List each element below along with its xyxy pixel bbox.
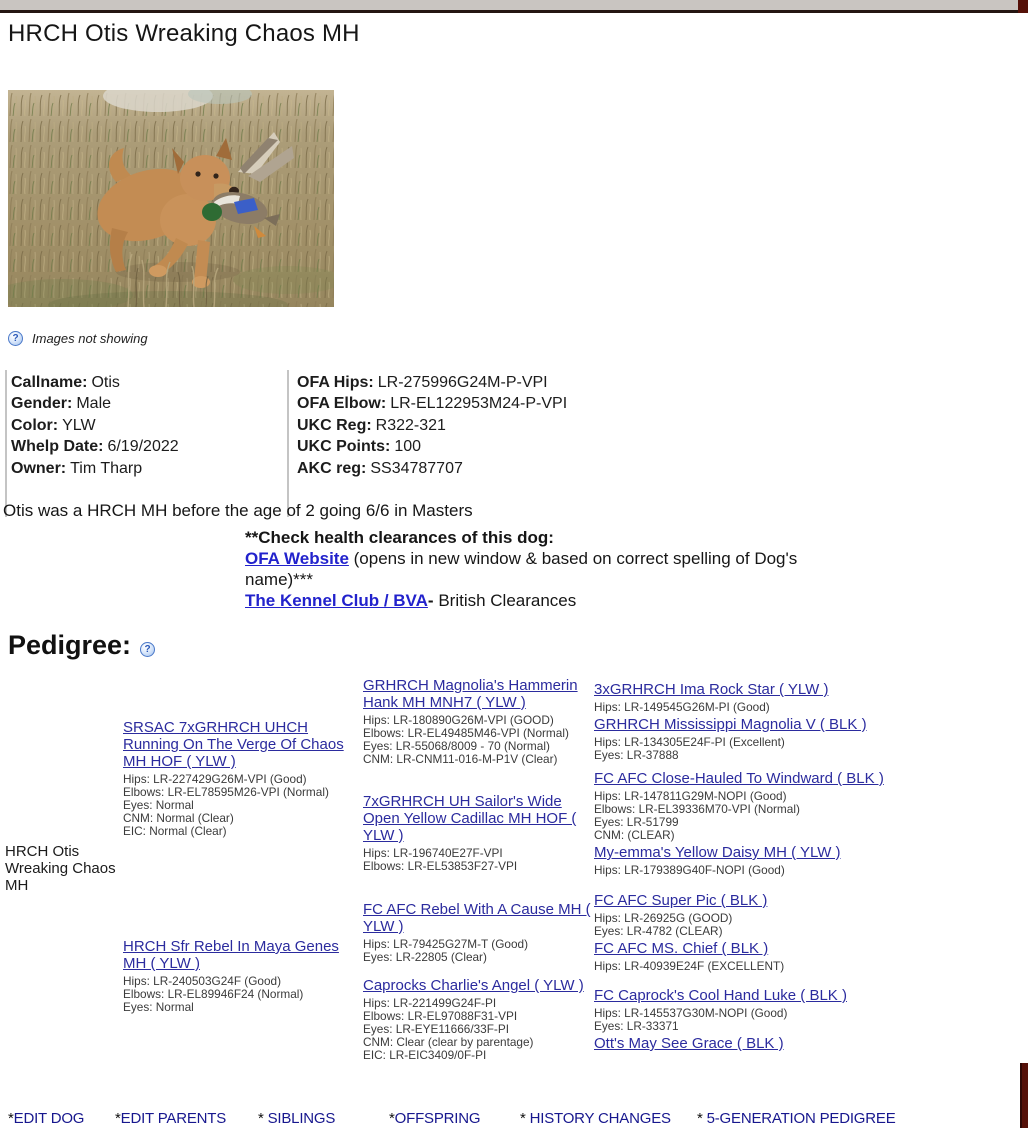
pedigree-dog-link[interactable]: 7xGRHRCH UH Sailor's Wide Open Yellow Cadillac MH HOF ( YLW )	[363, 793, 577, 844]
footer-item	[389, 1110, 480, 1127]
pedigree-health-detail: Eyes: LR-4782 (CLEAR)	[594, 924, 723, 938]
pedigree-entry	[363, 793, 591, 873]
pedigree-dog-link[interactable]: 3xGRHRCH Ima Rock Star ( YLW )	[594, 681, 829, 698]
window-top-border	[0, 0, 1028, 13]
dog-info-table	[5, 370, 727, 517]
pedigree-dog-link[interactable]: FC AFC Rebel With A Cause MH ( YLW )	[363, 901, 591, 935]
pedigree-health-detail: Elbows: LR-EL97088F31-VPI	[363, 1009, 518, 1023]
pedigree-entry	[123, 938, 366, 1014]
footer-item	[520, 1110, 671, 1127]
info-value: 100	[394, 438, 422, 456]
pedigree-health-detail: Elbows: LR-EL89946F24 (Normal)	[123, 987, 304, 1001]
pedigree-entry	[594, 770, 939, 842]
footer-item	[258, 1110, 335, 1127]
pedigree-entry	[594, 1035, 939, 1052]
pedigree-entry	[5, 843, 117, 894]
pedigree-subject-name: HRCH Otis Wreaking Chaos MH	[5, 843, 116, 894]
info-value: Otis	[91, 374, 120, 391]
dog-photo-illustration	[8, 90, 334, 307]
pedigree-health-detail: Eyes: LR-51799	[594, 815, 679, 829]
pedigree-health-detail: Hips: LR-147811G29M-NOPI (Good)	[594, 789, 787, 803]
info-value: YLW	[62, 416, 96, 434]
kennel-club-bva-link[interactable]: The Kennel Club / BVA	[245, 591, 428, 610]
pedigree-health-detail: Elbows: LR-EL78595M26-VPI (Normal)	[123, 785, 329, 799]
pedigree-entry	[363, 901, 591, 964]
footer-item	[8, 1110, 84, 1127]
info-row	[11, 372, 287, 393]
pedigree-health-detail: Eyes: Normal	[123, 798, 194, 812]
info-column-right	[287, 370, 727, 517]
info-value: 6/19/2022	[107, 438, 179, 456]
info-row	[11, 436, 287, 457]
info-value: R322-321	[375, 416, 446, 434]
info-label: OFA Elbow:	[297, 395, 387, 413]
info-row	[297, 415, 727, 436]
pedigree-entry	[594, 681, 939, 714]
pedigree-entry	[594, 892, 939, 938]
footer-asterisk: *	[258, 1110, 268, 1127]
pedigree-health-detail: Hips: LR-145537G30M-NOPI (Good)	[594, 1006, 788, 1020]
pedigree-dog-link[interactable]: FC Caprock's Cool Hand Luke ( BLK )	[594, 987, 847, 1004]
pedigree-health-detail: Hips: LR-26925G (GOOD)	[594, 911, 733, 925]
footer-item	[115, 1110, 226, 1127]
kennel-club-line	[245, 590, 829, 611]
pedigree-help-icon[interactable]: ?	[140, 642, 155, 657]
info-row	[297, 436, 727, 457]
pedigree-entry	[594, 940, 939, 973]
info-value: LR-275996G24M-P-VPI	[377, 374, 548, 391]
health-clearances-block	[245, 527, 829, 611]
info-row	[297, 458, 727, 479]
pedigree-health-detail: Eyes: Normal	[123, 1000, 194, 1014]
ofa-website-link[interactable]: OFA Website	[245, 549, 349, 568]
footer-asterisk: *	[8, 1110, 14, 1127]
pedigree-heading: Pedigree:	[8, 630, 132, 660]
pedigree-health-detail: Hips: LR-196740E27F-VPI	[363, 846, 503, 860]
footer-link-edit-parents[interactable]: EDIT PARENTS	[120, 1110, 227, 1127]
pedigree-entry	[594, 987, 939, 1033]
dog-summary: Otis was a HRCH MH before the age of 2 going 6/6 in Masters	[3, 501, 473, 520]
pedigree-health-detail: Eyes: LR-33371	[594, 1019, 679, 1033]
pedigree-entry	[123, 719, 366, 838]
pedigree-health-detail: Eyes: LR-22805 (Clear)	[363, 950, 487, 964]
pedigree-health-detail: CNM: Clear (clear by parentage)	[363, 1035, 534, 1049]
pedigree-health-detail: Hips: LR-134305E24F-PI (Excellent)	[594, 735, 785, 749]
pedigree-entry	[363, 977, 603, 1062]
info-label: Color:	[11, 416, 59, 434]
dog-photo	[8, 90, 334, 307]
pedigree-dog-link[interactable]: FC AFC Super Pic ( BLK )	[594, 892, 768, 909]
footer-link-siblings[interactable]: SIBLINGS	[267, 1110, 336, 1127]
ofa-link-note: (opens in new window & based on correct spelling of Dog's name)***	[245, 549, 798, 589]
pedigree-health-detail: Hips: LR-149545G26M-PI (Good)	[594, 700, 770, 714]
pedigree-health-detail: Hips: LR-227429G26M-VPI (Good)	[123, 772, 307, 786]
help-icon[interactable]: ?	[8, 331, 23, 346]
pedigree-health-detail: Hips: LR-179389G40F-NOPI (Good)	[594, 863, 785, 877]
pedigree-dog-link[interactable]: GRHRCH Magnolia's Hammerin Hank MH MNH7 ( YLW )	[363, 677, 578, 711]
pedigree-health-detail: EIC: LR-EIC3409/0F-PI	[363, 1048, 487, 1062]
ofa-line	[245, 548, 829, 590]
info-label: Whelp Date:	[11, 438, 104, 456]
pedigree-entry	[594, 844, 939, 877]
footer-link-offspring[interactable]: OFFSPRING	[394, 1110, 481, 1127]
pedigree-health-detail: Eyes: LR-EYE11666/33F-PI	[363, 1022, 510, 1036]
health-heading: **Check health clearances of this dog:	[245, 528, 554, 547]
pedigree-dog-link[interactable]: FC AFC MS. Chief ( BLK )	[594, 940, 769, 957]
info-column-left	[7, 370, 287, 517]
info-label: Callname:	[11, 374, 88, 391]
footer-asterisk: *	[389, 1110, 395, 1127]
pedigree-health-detail: Hips: LR-180890G26M-VPI (GOOD)	[363, 713, 554, 727]
pedigree-health-detail: Elbows: LR-EL39336M70-VPI (Normal)	[594, 802, 800, 816]
pedigree-dog-link[interactable]: GRHRCH Mississippi Magnolia V ( BLK )	[594, 716, 867, 733]
footer-asterisk: *	[520, 1110, 530, 1127]
info-label: UKC Points:	[297, 438, 391, 456]
pedigree-health-detail: Hips: LR-221499G24F-PI	[363, 996, 497, 1010]
kc-note: British Clearances	[433, 591, 577, 610]
pedigree-dog-link[interactable]: SRSAC 7xGRHRCH UHCH Running On The Verge Of Chaos MH HOF ( YLW )	[123, 719, 344, 770]
footer-link-5-generation-pedigree[interactable]: 5-GENERATION PEDIGREE	[706, 1110, 896, 1127]
info-row	[11, 393, 287, 414]
info-label: UKC Reg:	[297, 416, 372, 434]
info-label: Gender:	[11, 395, 73, 413]
footer-asterisk: *	[115, 1110, 121, 1127]
info-value: Tim Tharp	[70, 459, 143, 477]
info-value: Male	[76, 395, 112, 413]
pedigree-dog-link[interactable]: My-emma's Yellow Daisy MH ( YLW )	[594, 844, 841, 861]
pedigree-dog-link[interactable]: FC AFC Close-Hauled To Windward ( BLK )	[594, 770, 884, 787]
pedigree-dog-link[interactable]: Ott's May See Grace ( BLK )	[594, 1035, 784, 1052]
pedigree-dog-link[interactable]: Caprocks Charlie's Angel ( YLW )	[363, 977, 584, 994]
images-note-text: Images not showing	[32, 331, 148, 346]
footer-asterisk: *	[697, 1110, 707, 1127]
pedigree-health-detail: CNM: LR-CNM11-016-M-P1V (Clear)	[363, 752, 558, 766]
pedigree-health-detail: EIC: Normal (Clear)	[123, 824, 227, 838]
page-title: HRCH Otis Wreaking Chaos MH	[8, 20, 360, 47]
pedigree-health-detail: Eyes: LR-37888	[594, 748, 679, 762]
footer-item	[697, 1110, 896, 1127]
footer-link-edit-dog[interactable]: EDIT DOG	[13, 1110, 85, 1127]
info-label: Owner:	[11, 459, 67, 477]
pedigree-health-detail: CNM: (CLEAR)	[594, 828, 675, 842]
footer-link-history-changes[interactable]: HISTORY CHANGES	[529, 1110, 671, 1127]
info-row	[297, 372, 727, 393]
pedigree-dog-link[interactable]: HRCH Sfr Rebel In Maya Genes MH ( YLW )	[123, 938, 339, 972]
pedigree-entry	[363, 677, 591, 766]
info-label: AKC reg:	[297, 459, 367, 477]
pedigree-health-detail: Elbows: LR-EL53853F27-VPI	[363, 859, 518, 873]
pedigree-health-detail: Eyes: LR-55068/8009 - 70 (Normal)	[363, 739, 550, 753]
pedigree-health-detail: CNM: Normal (Clear)	[123, 811, 234, 825]
images-not-showing-note	[8, 331, 148, 346]
info-row	[11, 458, 287, 479]
page-edge-top-right	[1018, 0, 1028, 13]
info-label: OFA Hips:	[297, 374, 374, 391]
pedigree-entry	[594, 716, 939, 762]
pedigree-health-detail: Elbows: LR-EL49485M46-VPI (Normal)	[363, 726, 569, 740]
info-row	[297, 393, 727, 414]
pedigree-health-detail: Hips: LR-40939E24F (EXCELLENT)	[594, 959, 785, 973]
footer-nav	[0, 1110, 1028, 1128]
info-row	[11, 415, 287, 436]
info-value: LR-EL122953M24-P-VPI	[390, 395, 568, 413]
pedigree-health-detail: Hips: LR-240503G24F (Good)	[123, 974, 282, 988]
pedigree-health-detail: Hips: LR-79425G27M-T (Good)	[363, 937, 529, 951]
info-value: SS34787707	[370, 459, 463, 477]
pedigree-heading-row	[8, 630, 155, 661]
kc-dash: -	[427, 591, 434, 610]
